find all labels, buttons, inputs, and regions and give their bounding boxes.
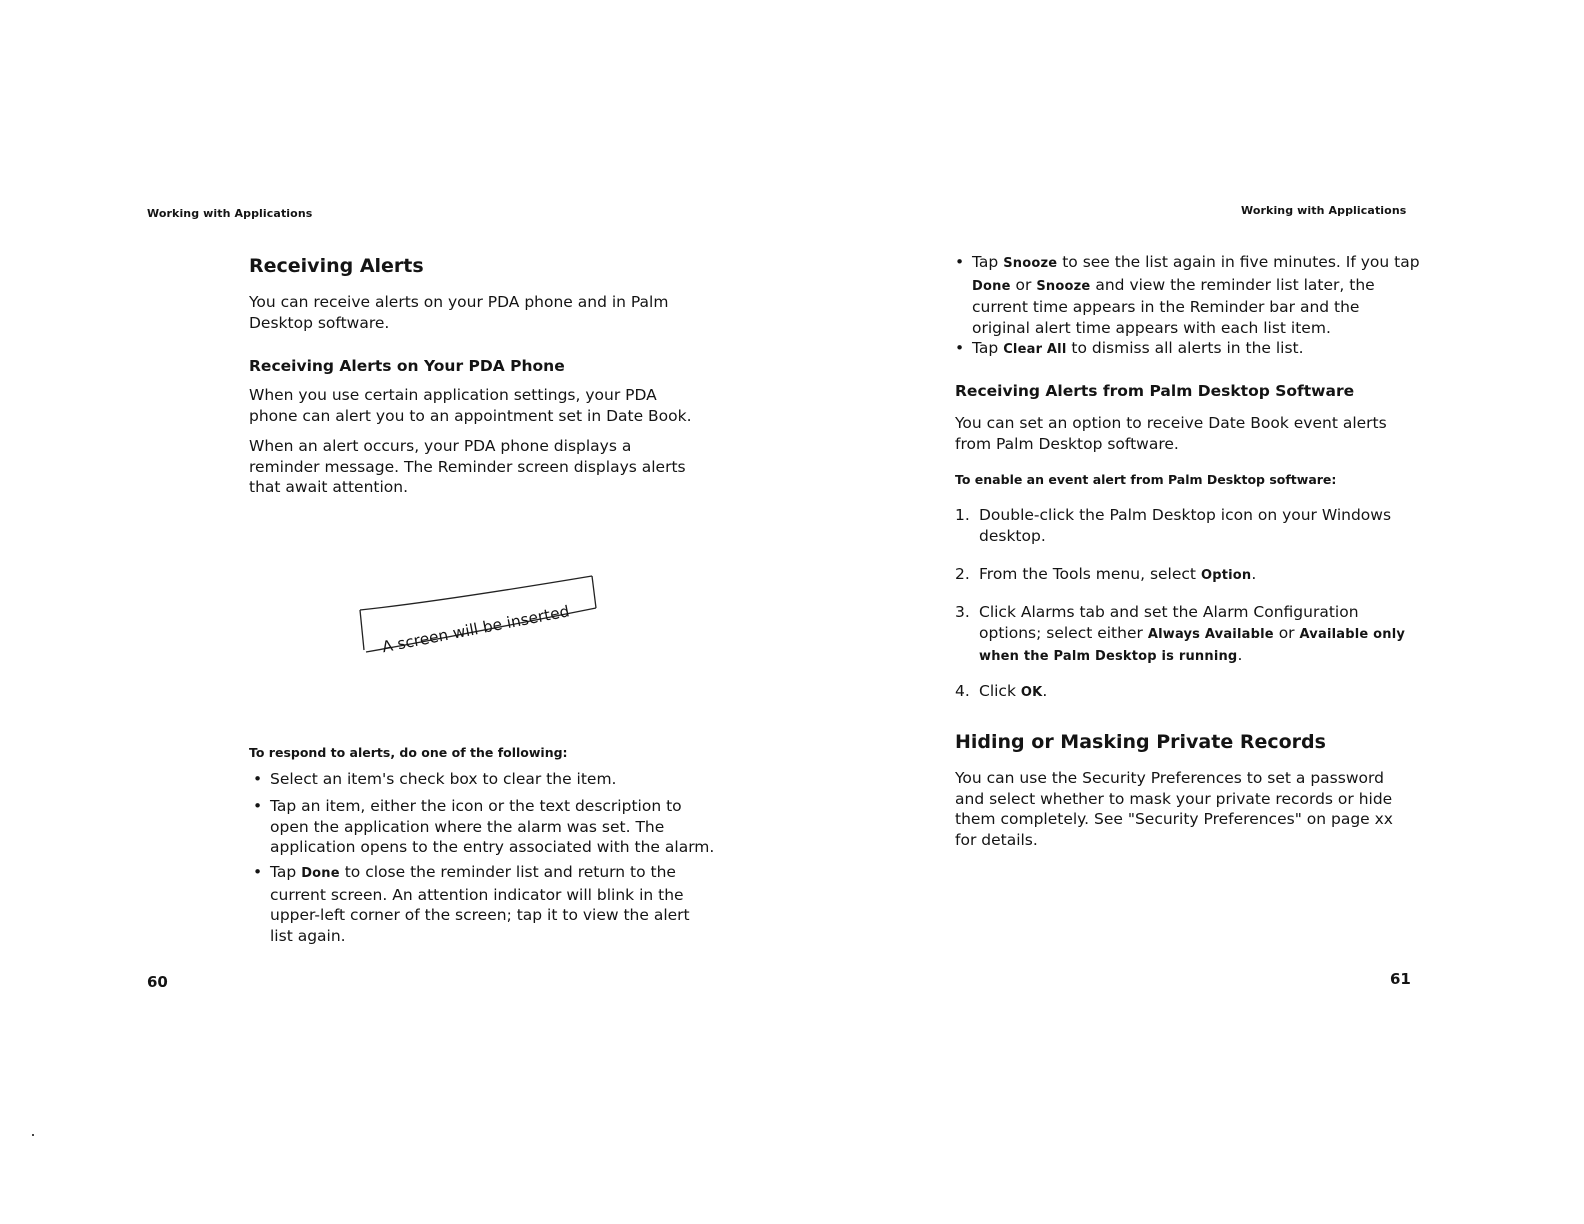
step-number: 3. bbox=[955, 603, 970, 621]
paragraph-reminder: When an alert occurs, your PDA phone displays a reminder message. The Reminder screen displays alerts that await attention. bbox=[249, 437, 686, 496]
section-title-private-records: Hiding or Masking Private Records bbox=[955, 731, 1326, 753]
clear-all-term: Clear All bbox=[1003, 342, 1067, 357]
available-running-term: Available only when the Palm Desktop is running bbox=[979, 626, 1406, 664]
paragraph-settings: When you use certain application settings, your PDA phone can alert you to an appointment set in Date Book. bbox=[249, 386, 692, 425]
palm-desktop-intro: You can set an option to receive Date Book event alerts from Palm Desktop software. bbox=[955, 414, 1387, 453]
text-run: to see the list again in five minutes. If you tap bbox=[1062, 253, 1420, 271]
text-run: to dismiss all alerts in the list. bbox=[1071, 339, 1304, 357]
step-1 bbox=[955, 505, 1419, 546]
step-text: . bbox=[1251, 565, 1257, 583]
step-4 bbox=[955, 681, 1419, 704]
private-records-paragraph: You can use the Security Preferences to set a password and select whether to mask your private records or hide them completely. See "Security Preferences" on page xx for details. bbox=[955, 769, 1393, 849]
text-run: Tap bbox=[270, 863, 297, 881]
ok-term: OK bbox=[1020, 685, 1043, 700]
subhead-pda-phone: Receiving Alerts on Your PDA Phone bbox=[249, 357, 565, 375]
step-number: 1. bbox=[955, 506, 970, 524]
page-number-right: 61 bbox=[1390, 970, 1411, 988]
step-text: Click bbox=[979, 682, 1016, 700]
screen-placeholder bbox=[356, 572, 598, 654]
always-available-term: Always Available bbox=[1147, 626, 1274, 642]
list-item bbox=[253, 862, 710, 946]
step-text: From the Tools menu, select bbox=[979, 565, 1196, 583]
step-text: Click Alarms tab and set the Alarm Configuration options; select either bbox=[979, 603, 1359, 642]
done-term: Done bbox=[972, 278, 1011, 294]
respond-lead: To respond to alerts, do one of the following: bbox=[249, 745, 568, 760]
placeholder-text: A screen will be inserted bbox=[380, 602, 571, 654]
step-text: . bbox=[1237, 646, 1243, 664]
snooze-term: Snooze bbox=[1003, 256, 1058, 271]
step-text: . bbox=[1042, 682, 1048, 700]
text-run: or bbox=[1015, 275, 1032, 294]
list-item: • Tap an item, either the icon or the text description to open the application where the alarm was set. The application opens to the entry associated with the alarm. bbox=[253, 796, 715, 858]
text-run: Tap bbox=[972, 339, 999, 357]
step-2 bbox=[955, 564, 1419, 587]
enable-lead: To enable an event alert from Palm Desktop software: bbox=[955, 472, 1337, 487]
text-run: Tap bbox=[972, 253, 999, 271]
text-run: to close the reminder list and return to the current screen. An attention indicator will blink in the upper-left corner of the screen; tap it to view the alert list again. bbox=[270, 863, 690, 945]
placeholder-frame bbox=[356, 572, 598, 654]
step-3 bbox=[955, 602, 1419, 668]
text-run: and view the reminder list later, the current time appears in the Reminder bar and the original alert time appears with each list item. bbox=[972, 275, 1375, 337]
intro-paragraph: You can receive alerts on your PDA phone and in Palm Desktop software. bbox=[249, 293, 669, 332]
step-text: or bbox=[1278, 623, 1295, 642]
list-item bbox=[955, 252, 1422, 338]
running-head-right: Working with Applications bbox=[1241, 204, 1407, 217]
page-number-left: 60 bbox=[147, 973, 168, 991]
snooze-term: Snooze bbox=[1036, 278, 1091, 294]
running-head-left: Working with Applications bbox=[147, 207, 313, 220]
option-term: Option bbox=[1200, 568, 1252, 583]
done-term: Done bbox=[301, 866, 340, 881]
step-number: 4. bbox=[955, 682, 970, 700]
step-text: Double-click the Palm Desktop icon on your Windows desktop. bbox=[979, 506, 1392, 545]
list-item bbox=[955, 338, 1422, 361]
subhead-palm-desktop: Receiving Alerts from Palm Desktop Software bbox=[955, 382, 1355, 400]
scan-speck bbox=[32, 1134, 34, 1136]
list-item: • Select an item's check box to clear the item. bbox=[253, 769, 710, 790]
section-title-receiving-alerts: Receiving Alerts bbox=[249, 255, 424, 277]
step-number: 2. bbox=[955, 565, 970, 583]
